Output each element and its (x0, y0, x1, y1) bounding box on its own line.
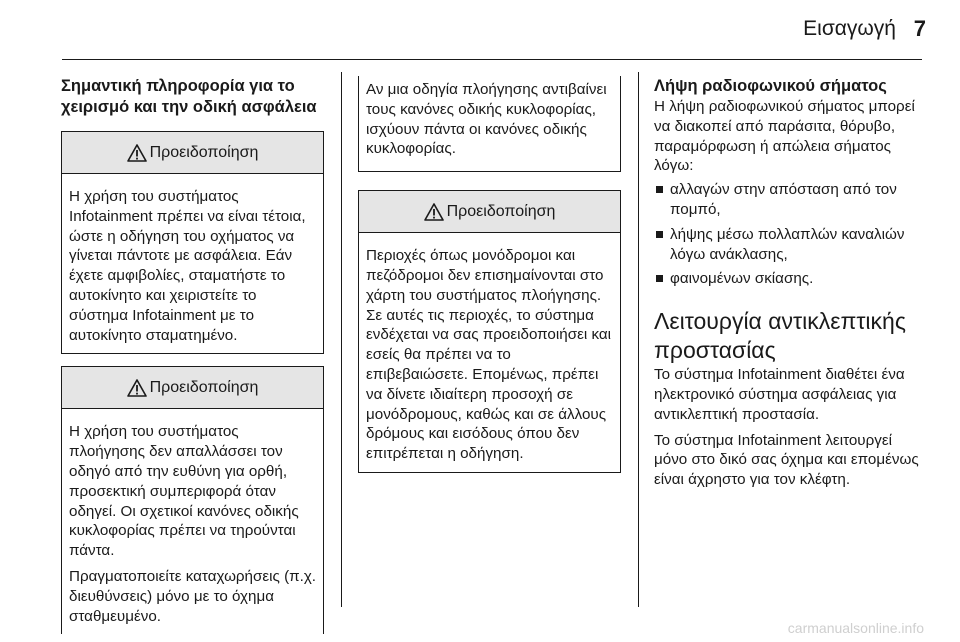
page-number: 7 (913, 16, 926, 41)
warning-title: Προειδοποίηση (446, 202, 556, 220)
warning-triangle-icon (424, 203, 444, 221)
page-header (0, 0, 960, 62)
column-divider-2 (638, 72, 639, 607)
warning-header (62, 366, 323, 409)
column-1 (61, 76, 324, 634)
section-title: Εισαγωγή (803, 17, 896, 40)
warning-body (62, 174, 323, 353)
warning-title: Προειδοποίηση (149, 143, 259, 161)
warning-box-1 (61, 131, 324, 354)
warning-text: Η χρήση του συστήματος πλοήγησης δεν απαλλάσσει τον οδηγό από την ευθύνη για ορθή, προσεκτική συμπεριφορά όταν οδηγεί. Οι σχετικοί κανόνες οδικής κυκλοφορίας πρέπει να τηρούνται πάντα. (69, 423, 299, 560)
list-item: λήψης μέσω πολλαπλών καναλιών λόγω ανάκλασης, (654, 225, 922, 265)
antitheft-text: Το σύστημα Infotainment λειτουργεί μόνο στο δικό σας όχημα και επομένως είναι άχρηστο για τον κλέφτη. (654, 431, 919, 489)
reception-text: Η λήψη ραδιοφωνικού σήματος μπορεί να διακοπεί από παράσιτα, θόρυβο, παραμόρφωση ή απώλεια σήματος λόγω: (654, 98, 915, 175)
warning-header (62, 131, 323, 174)
warning-title: Προειδοποίηση (149, 378, 259, 396)
warning-body (62, 409, 323, 634)
safety-heading: Σημαντική πληροφορία για το χειρισμό και την οδική ασφάλεια (61, 77, 317, 116)
column-3 (654, 76, 922, 490)
antitheft-text: Το σύστημα Infotainment διαθέτει ένα ηλεκτρονικό σύστημα ασφάλειας για αντικλεπτική προστασία. (654, 366, 905, 423)
list-item: αλλαγών στην απόσταση από τον πομπό, (654, 180, 922, 220)
warning-box-3 (358, 190, 621, 473)
warning-triangle-icon (127, 379, 147, 397)
warning-text: Περιοχές όπως μονόδρομοι και πεζόδρομοι δεν επισημαίνονται στο χάρτη του συστήματος πλοήγησης. Σε αυτές τις περιοχές, το σύστημα ενδέχεται να σας προειδοποιήσει και εσείς θα πρέπει να το επιβεβαιώσετε. Επομένως, πρέπει να δίνετε ιδιαίτερη προσοχή σε μονόδρομους, καθώς και σε άλλους δρόμους και εισόδους όπου δεν επιτρέπεται η οδήγηση. (366, 247, 612, 463)
warning-box-2 (61, 366, 324, 634)
warning-triangle-icon (127, 144, 147, 162)
reception-bullet-list (654, 180, 922, 289)
warning-continuation (358, 76, 621, 172)
reception-heading: Λήψη ραδιοφωνικού σήματος (654, 77, 887, 95)
list-item: φαινομένων σκίασης. (654, 269, 922, 289)
warning-text: Πραγματοποιείτε καταχωρήσεις (π.χ. διευθύνσεις) μόνο με το όχημα σταθμευμένο. (69, 567, 317, 625)
column-divider-1 (341, 72, 342, 607)
header-divider (62, 59, 922, 60)
warning-body (359, 233, 620, 472)
warning-header (359, 190, 620, 233)
warning-text: Η χρήση του συστήματος Infotainment πρέπει να είναι τέτοια, ώστε η οδήγηση του οχήματος να γίνεται πάντοτε με ασφάλεια. Εάν έχετε αμφιβολίες, σταματήστε το αυτοκίνητο και χειριστείτε το σύστημα Infotainment με το αυτοκίνητο σταματημένο. (69, 188, 306, 344)
column-2 (358, 76, 621, 473)
continuation-text: Αν μια οδηγία πλοήγησης αντιβαίνει τους κανόνες οδικής κυκλοφορίας, ισχύουν πάντα οι κανόνες οδικής κυκλοφορίας. (366, 81, 607, 158)
watermark: carmanualsonline.info (787, 620, 924, 636)
antitheft-heading: Λειτουργία αντικλεπτικής προστασίας (654, 308, 906, 364)
